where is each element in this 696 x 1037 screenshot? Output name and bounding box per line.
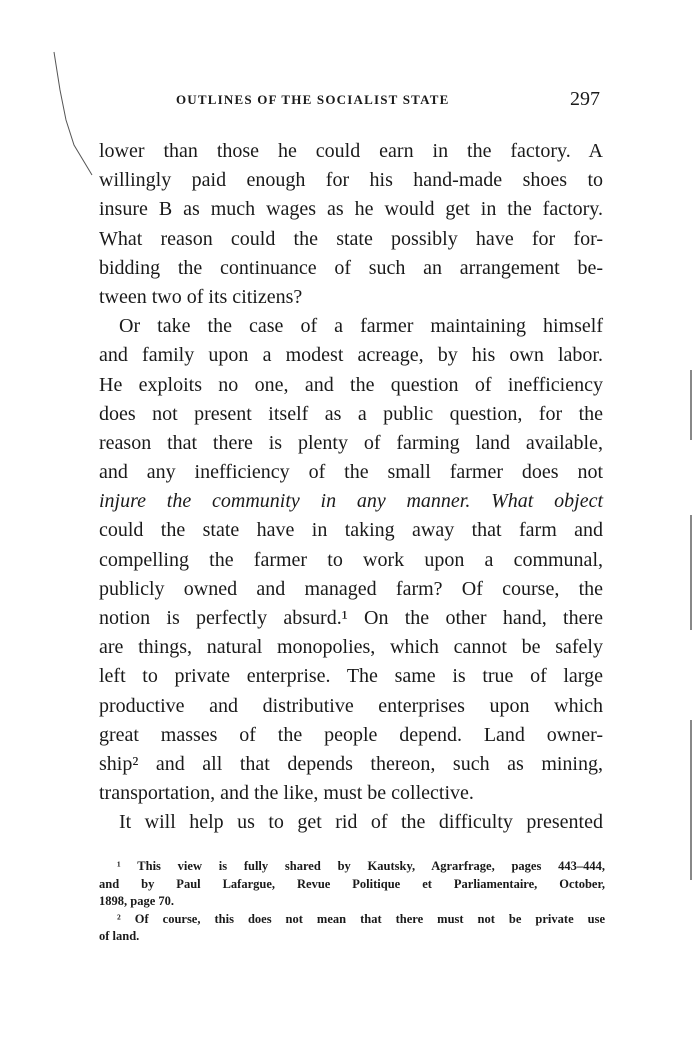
text-line: notion is perfectly absurd.¹ On the other hand, there (99, 607, 603, 629)
text-line: and family upon a modest acreage, by his own labor. (99, 344, 603, 367)
body-text (99, 137, 603, 838)
running-head: OUTLINES OF THE SOCIALIST STATE (176, 92, 450, 107)
text-line: could the state have in taking away that farm and (99, 519, 603, 542)
text-line: willingly paid enough for his hand-made shoes to (99, 169, 603, 192)
text-line: reason that there is plenty of farming land available, (99, 431, 603, 454)
footnote-line: of land. (99, 929, 140, 944)
text-line: Or take the case of a farmer maintaining himself (119, 315, 603, 338)
text-line: great masses of the people depend. Land owner- (99, 723, 603, 746)
text-line: and any inefficiency of the small farmer does not (99, 461, 603, 484)
text-line: left to private enterprise. The same is true of large (99, 665, 603, 688)
text-line: bidding the continuance of such an arrangement be- (99, 256, 603, 279)
footnote-line: 1898, page 70. (99, 894, 174, 909)
text-line: It will help us to get rid of the difficulty presented (119, 811, 603, 834)
text-line: injure the community in any manner. What object (99, 490, 603, 513)
footnote-line: ¹ This view is fully shared by Kautsky, Agrarfrage, pages 443–444, (117, 859, 605, 873)
text-line: He exploits no one, and the question of inefficiency (99, 373, 603, 396)
text-line: What reason could the state possibly have for for- (99, 227, 603, 250)
text-line: compelling the farmer to work upon a communal, (99, 548, 603, 571)
text-line: insure B as much wages as he would get in the factory. (99, 198, 603, 221)
page-number: 297 (570, 88, 600, 110)
text-line: productive and distributive enterprises upon which (99, 694, 603, 717)
margin-pencil-mark (52, 50, 102, 180)
text-line: lower than those he could earn in the factory. A (99, 140, 603, 162)
text-line: ship² and all that depends thereon, such as mining, (99, 752, 603, 775)
page-edge-mark (690, 515, 692, 630)
text-line: are things, natural monopolies, which cannot be safely (99, 636, 603, 659)
page-edge-mark (690, 720, 692, 880)
text-line: publicly owned and managed farm? Of course, the (99, 577, 603, 600)
text-line: transportation, and the like, must be collective. (99, 782, 474, 805)
page-edge-mark (690, 370, 692, 440)
footnote-line: ² Of course, this does not mean that there must not be private use (117, 911, 605, 926)
footnote-line: and by Paul Lafargue, Revue Politique et Parliamentaire, October, (99, 876, 605, 891)
footnotes (99, 858, 605, 946)
text-line: tween two of its citizens? (99, 285, 303, 308)
text-line: does not present itself as a public question, for the (99, 402, 603, 425)
